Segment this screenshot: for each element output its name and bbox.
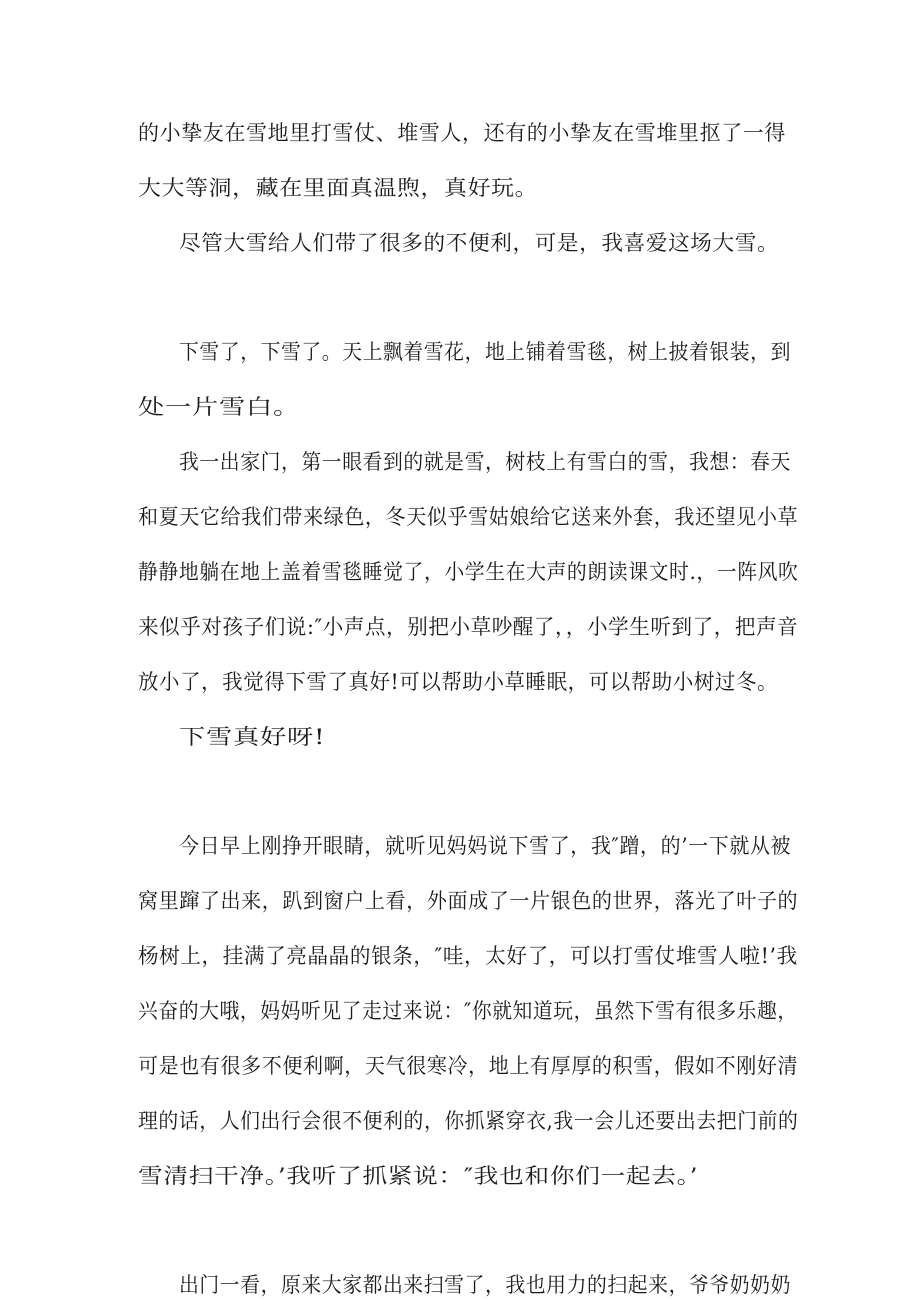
text-line: 窝里蹿了出来，趴到窗户上看，外面成了一片银色的世界，落光了叶子的 bbox=[138, 889, 799, 913]
text-line: 尽管大雪给人们带了很多的不便利，可是，我喜爱这场大雪。 bbox=[179, 231, 780, 255]
text-line: 大大等洞，藏在里面真温煦，真好玩。 bbox=[138, 176, 539, 200]
text-line: 下雪了，下雪了。天上飘着雪花，地上铺着雪毯，树上披着银装，到 bbox=[179, 340, 791, 364]
text-line: 来似乎对孩子们说:″小声点，别把小草吵醒了，，小学生听到了，把声音 bbox=[138, 615, 799, 639]
text-line: 理的话，人们出行会很不便利的，你抓紧穿衣,我一会儿还要出去把门前的 bbox=[138, 1109, 799, 1133]
text-line: 处一片雪白。 bbox=[138, 395, 301, 419]
text-line: 可是也有很多不便利啊，天气很寒冷，地上有厚厚的积雪，假如不刚好清 bbox=[138, 1054, 799, 1078]
text-line: 下雪真好呀! bbox=[179, 725, 326, 749]
text-line: 和夏天它给我们带来绿色，冬天似乎雪姑娘给它送来外套，我还望见小草 bbox=[138, 505, 799, 529]
text-line: 出门一看，原来大家都出来扫雪了，我也用力的扫起来，爷爷奶奶奶 bbox=[179, 1273, 791, 1297]
text-line: 杨树上，挂满了亮晶晶的银条，″哇，太好了，可以打雪仗堆雪人啦!’我 bbox=[138, 944, 798, 968]
text-line: 静静地躺在地上盖着雪毯睡觉了，小学生在大声的朗读课文时.，一阵风吹 bbox=[138, 560, 799, 584]
text-line: 今日早上刚挣开眼睛，就听见妈妈说下雪了，我″蹭，的’一下就从被 bbox=[179, 834, 792, 858]
text-line: 的小挚友在雪地里打雪仗、堆雪人，还有的小挚友在雪堆里抠了一得 bbox=[138, 121, 786, 145]
text-line: 雪清扫干净。’我听了抓紧说：″我也和你们一起去。’ bbox=[138, 1164, 699, 1188]
text-line: 放小了，我觉得下雪了真好!可以帮助小草睡眠，可以帮助小树过冬。 bbox=[138, 670, 779, 694]
text-line: 兴奋的大哦，妈妈听见了走过来说：″你就知道玩，虽然下雪有很多乐趣， bbox=[138, 999, 798, 1023]
text-line: 我一出家门，第一眼看到的就是雪，树枝上有雪白的雪，我想：春天 bbox=[179, 450, 791, 474]
